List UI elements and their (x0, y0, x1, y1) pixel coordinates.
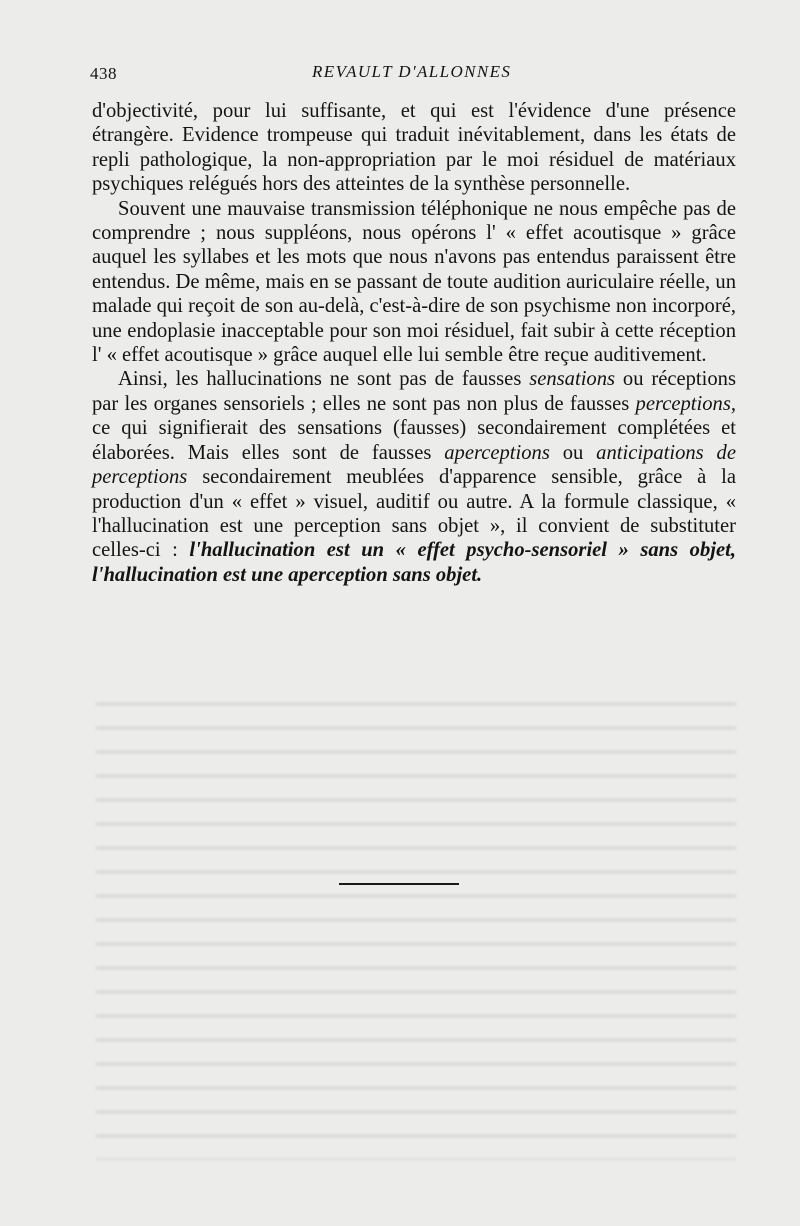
emphasis-perceptions: perceptions, (635, 392, 736, 415)
show-through-text (96, 690, 736, 1160)
running-head: REVAULT D'ALLONNES (312, 62, 512, 81)
emphasis-aperceptions: aperceptions (444, 441, 550, 464)
paragraph-3-text-5: secondairement meublées d'apparence sensible, grâce à la production d'un « effet » visuel, auditif ou autre. A la formule classique, « l'hallucination est une perception sans objet », il convient de substituter celles-ci : (92, 466, 736, 562)
emphasis-conclusion: l'hallucination est un « effet psycho-sensoriel » sans objet, l'hallucination est une aperception sans objet. (92, 539, 736, 586)
section-end-rule (339, 883, 459, 885)
paragraph-3-text-1: Ainsi, les hallucinations ne sont pas de fausses (118, 368, 530, 391)
paragraph-3-text-2: ou réceptions par les organes sensoriels ; elles ne sont pas non plus de fausses (92, 368, 736, 415)
page-number: 438 (90, 64, 117, 83)
paragraph-3-text-3: ce qui signifierait des sensations (fausses) secondairement complétées et élaborées. Mais elles sont de fausses (92, 417, 736, 464)
page-header (90, 60, 736, 88)
paragraph-3-text-4: ou (549, 441, 597, 464)
body-text (92, 99, 736, 587)
paragraph-2: Souvent une mauvaise transmission téléphonique ne nous empêche pas de comprendre ; nous suppléons, nous opérons l' « effet acoutisque » grâce auquel les syllabes et les mots que nous n'avons pas entendus paraissent être entendus. De même, mais en se passant de toute audition auriculaire réelle, un malade qui reçoit de son au-delà, c'est-à-dire de son psychisme non incorporé, une endoplasie inacceptable pour son moi résiduel, fait subir à cette réception l' « effet acoutisque » grâce auquel elle lui semble être reçue auditivement. (92, 197, 736, 367)
emphasis-anticipations: anticipations de perceptions (92, 441, 736, 489)
emphasis-sensations: sensations (529, 368, 616, 391)
paragraph-1: d'objectivité, pour lui suffisante, et qui est l'évidence d'une présence étrangère. Evidence trompeuse qui traduit inévitablement, dans les états de repli pathologique, la non-appropriation par le moi résiduel de matériaux psychiques relégués hors des atteintes de la synthèse personnelle. (92, 100, 736, 196)
paragraph-3 (92, 367, 736, 587)
